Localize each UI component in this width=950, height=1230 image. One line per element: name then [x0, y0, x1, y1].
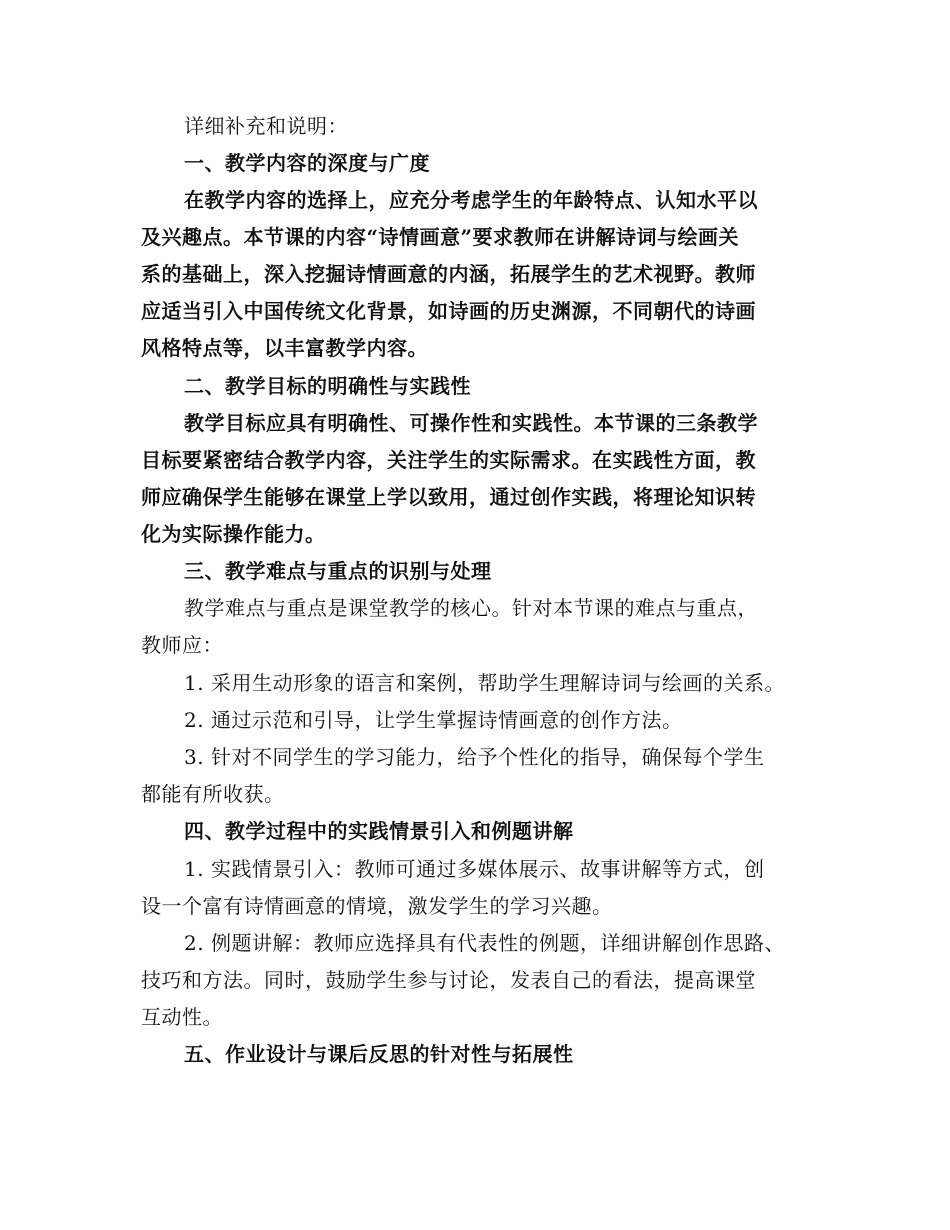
section-2-line-4: 化为实际操作能力。: [141, 522, 326, 546]
section-3-list-item-1: 1. 采用生动形象的语言和案例，帮助学生理解诗词与绘画的关系。: [184, 671, 785, 695]
section-1-heading: 一、教学内容的深度与广度: [184, 151, 430, 175]
section-1-line-2: 及兴趣点。本节课的内容“诗情画意”要求教师在讲解诗词与绘画关: [141, 225, 740, 249]
section-3-list-item-3-cont: 都能有所收获。: [141, 782, 285, 806]
section-4-line-3: 2. 例题讲解：教师应选择具有代表性的例题，详细讲解创作思路、: [184, 931, 785, 955]
section-3-line-2: 教师应：: [141, 633, 223, 657]
section-2-line-1: 教学目标应具有明确性、可操作性和实践性。本节课的三条教学: [184, 411, 758, 435]
section-4-line-5: 互动性。: [141, 1005, 223, 1029]
section-1-line-4: 应适当引入中国传统文化背景，如诗画的历史渊源，不同朝代的诗画: [141, 299, 756, 323]
section-3-list-item-2: 2. 通过示范和引导，让学生掌握诗情画意的创作方法。: [184, 708, 683, 732]
section-5-heading: 五、作业设计与课后反思的针对性与拓展性: [184, 1042, 574, 1066]
section-4-heading: 四、教学过程中的实践情景引入和例题讲解: [184, 819, 574, 843]
section-4-line-2: 设一个富有诗情画意的情境，激发学生的学习兴趣。: [141, 894, 613, 918]
section-4-line-1: 1. 实践情景引入：教师可通过多媒体展示、故事讲解等方式，创: [184, 857, 765, 881]
section-3-heading: 三、教学难点与重点的识别与处理: [184, 559, 492, 583]
section-1-line-5: 风格特点等，以丰富教学内容。: [141, 336, 428, 360]
section-1-line-3: 系的基础上，深入挖掘诗情画意的内涵，拓展学生的艺术视野。教师: [141, 262, 756, 286]
section-2-heading: 二、教学目标的明确性与实践性: [184, 374, 471, 398]
section-1-line-1: 在教学内容的选择上，应充分考虑学生的年龄特点、认知水平以: [184, 188, 758, 212]
section-4-line-4: 技巧和方法。同时，鼓励学生参与讨论，发表自己的看法，提高课堂: [141, 968, 756, 992]
section-3-line-1: 教学难点与重点是课堂教学的核心。针对本节课的难点与重点，: [184, 596, 758, 620]
section-2-line-2: 目标要紧密结合教学内容，关注学生的实际需求。在实践性方面，教: [141, 448, 756, 472]
section-2-line-3: 师应确保学生能够在课堂上学以致用，通过创作实践，将理论知识转: [141, 485, 756, 509]
intro-text: 详细补充和说明：: [184, 114, 348, 138]
section-3-list-item-3: 3. 针对不同学生的学习能力，给予个性化的指导，确保每个学生: [184, 745, 765, 769]
